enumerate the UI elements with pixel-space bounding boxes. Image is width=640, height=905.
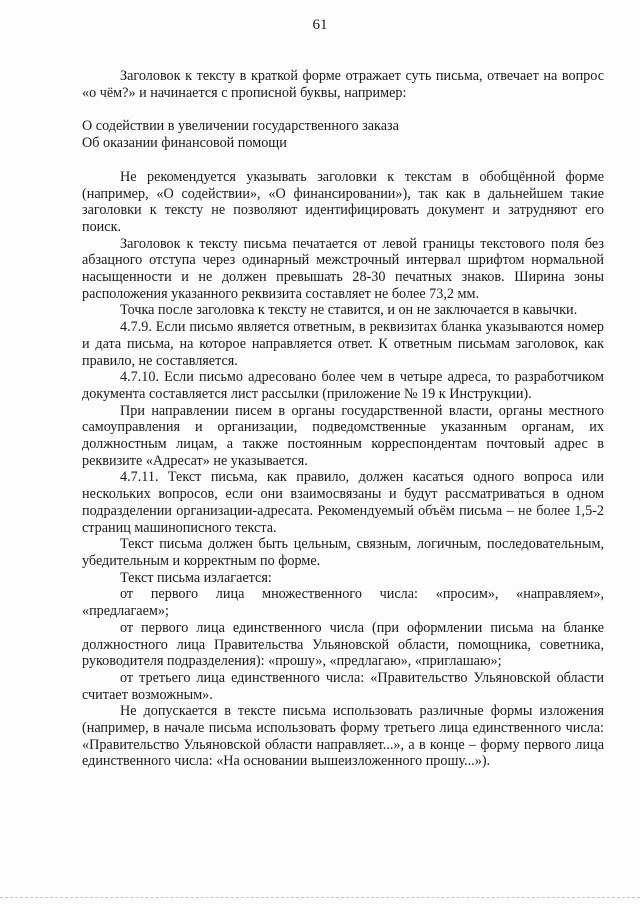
paragraph-state-bodies: При направлении писем в органы государственной власти, органы местного самоуправления и организации, подведомственные указанным органам, их должностным лицам, а также постоянным корреспондентам почтовый адрес в реквизите «Адресат» не указывается.	[82, 402, 604, 469]
scan-bottom-edge	[0, 897, 640, 899]
section-4-7-9: 4.7.9. Если письмо является ответным, в реквизитах бланка указываются номер и дата письма, на которое направляется ответ. К ответным письмам заголовок, как правило, не составляется.	[82, 319, 604, 369]
section-4-7-11: 4.7.11. Текст письма, как правило, должен касаться одного вопроса или нескольких вопросов, если они взаимосвязаны и будут рассматриваться в одном подразделении организации-адресата. Рекомендуемый объём письма – не более 1,5-2 страниц машинописного текста.	[82, 469, 604, 536]
paragraph-generalized-titles: Не рекомендуется указывать заголовки к текстам в обобщённой форме (например, «О содействии», «О финансировании»), так как в дальнейшем такие заголовки к тексту не позволяют идентифицировать документ и затрудняют его поиск.	[82, 168, 604, 235]
paragraph-title-description: Заголовок к тексту в краткой форме отражает суть письма, отвечает на вопрос «о чём?» и начинается с прописной буквы, например:	[82, 68, 604, 101]
paragraph-third-person: от третьего лица единственного числа: «Правительство Ульяновской области считает возможным».	[82, 669, 604, 703]
paragraph-first-person-plural: от первого лица множественного числа: «просим», «направляем», «предлагаем»;	[82, 586, 604, 620]
paragraph-title-format: Заголовок к тексту письма печатается от левой границы текстового поля без абзацного отступа через одинарный межстрочный интервал шрифтом нормальной насыщенности и не должен превышать 28-30 печатных знаков. Ширина зоны расположения указанного реквизита составляет не более 73,2 мм.	[82, 235, 604, 302]
section-4-7-10: 4.7.10. Если письмо адресовано более чем в четыре адреса, то разработчиком документа составляется лист рассылки (приложение № 19 к Инструкции).	[82, 369, 604, 402]
example-title-1: О содействии в увеличении государственного заказа	[82, 118, 399, 135]
paragraph-text-forms-intro: Текст письма излагается:	[120, 569, 272, 586]
paragraph-first-person-singular: от первого лица единственного числа (при оформлении письма на бланке должностного лица Правительства Ульяновской области, помощника, советника, руководителя подразделения): «прошу», «предлагаю», «приглашаю»;	[82, 619, 604, 670]
document-body	[82, 68, 604, 770]
paragraph-text-requirements: Текст письма должен быть цельным, связным, логичным, последовательным, убедительным и корректным по форме.	[82, 536, 604, 569]
example-title-2: Об оказании финансовой помощи	[82, 135, 287, 152]
page-number: 61	[312, 17, 328, 33]
paragraph-no-period: Точка после заголовка к тексту не ставится, и он не заключается в кавычки.	[120, 302, 578, 319]
paragraph-mixed-forms: Не допускается в тексте письма использовать различные формы изложения (например, в начале письма использовать форму третьего лица единственного числа: «Правительство Ульяновской области направляет...», а в конце – форму первого лица единственного числа: «На основании вышеизложенного прошу...»).	[82, 703, 604, 770]
